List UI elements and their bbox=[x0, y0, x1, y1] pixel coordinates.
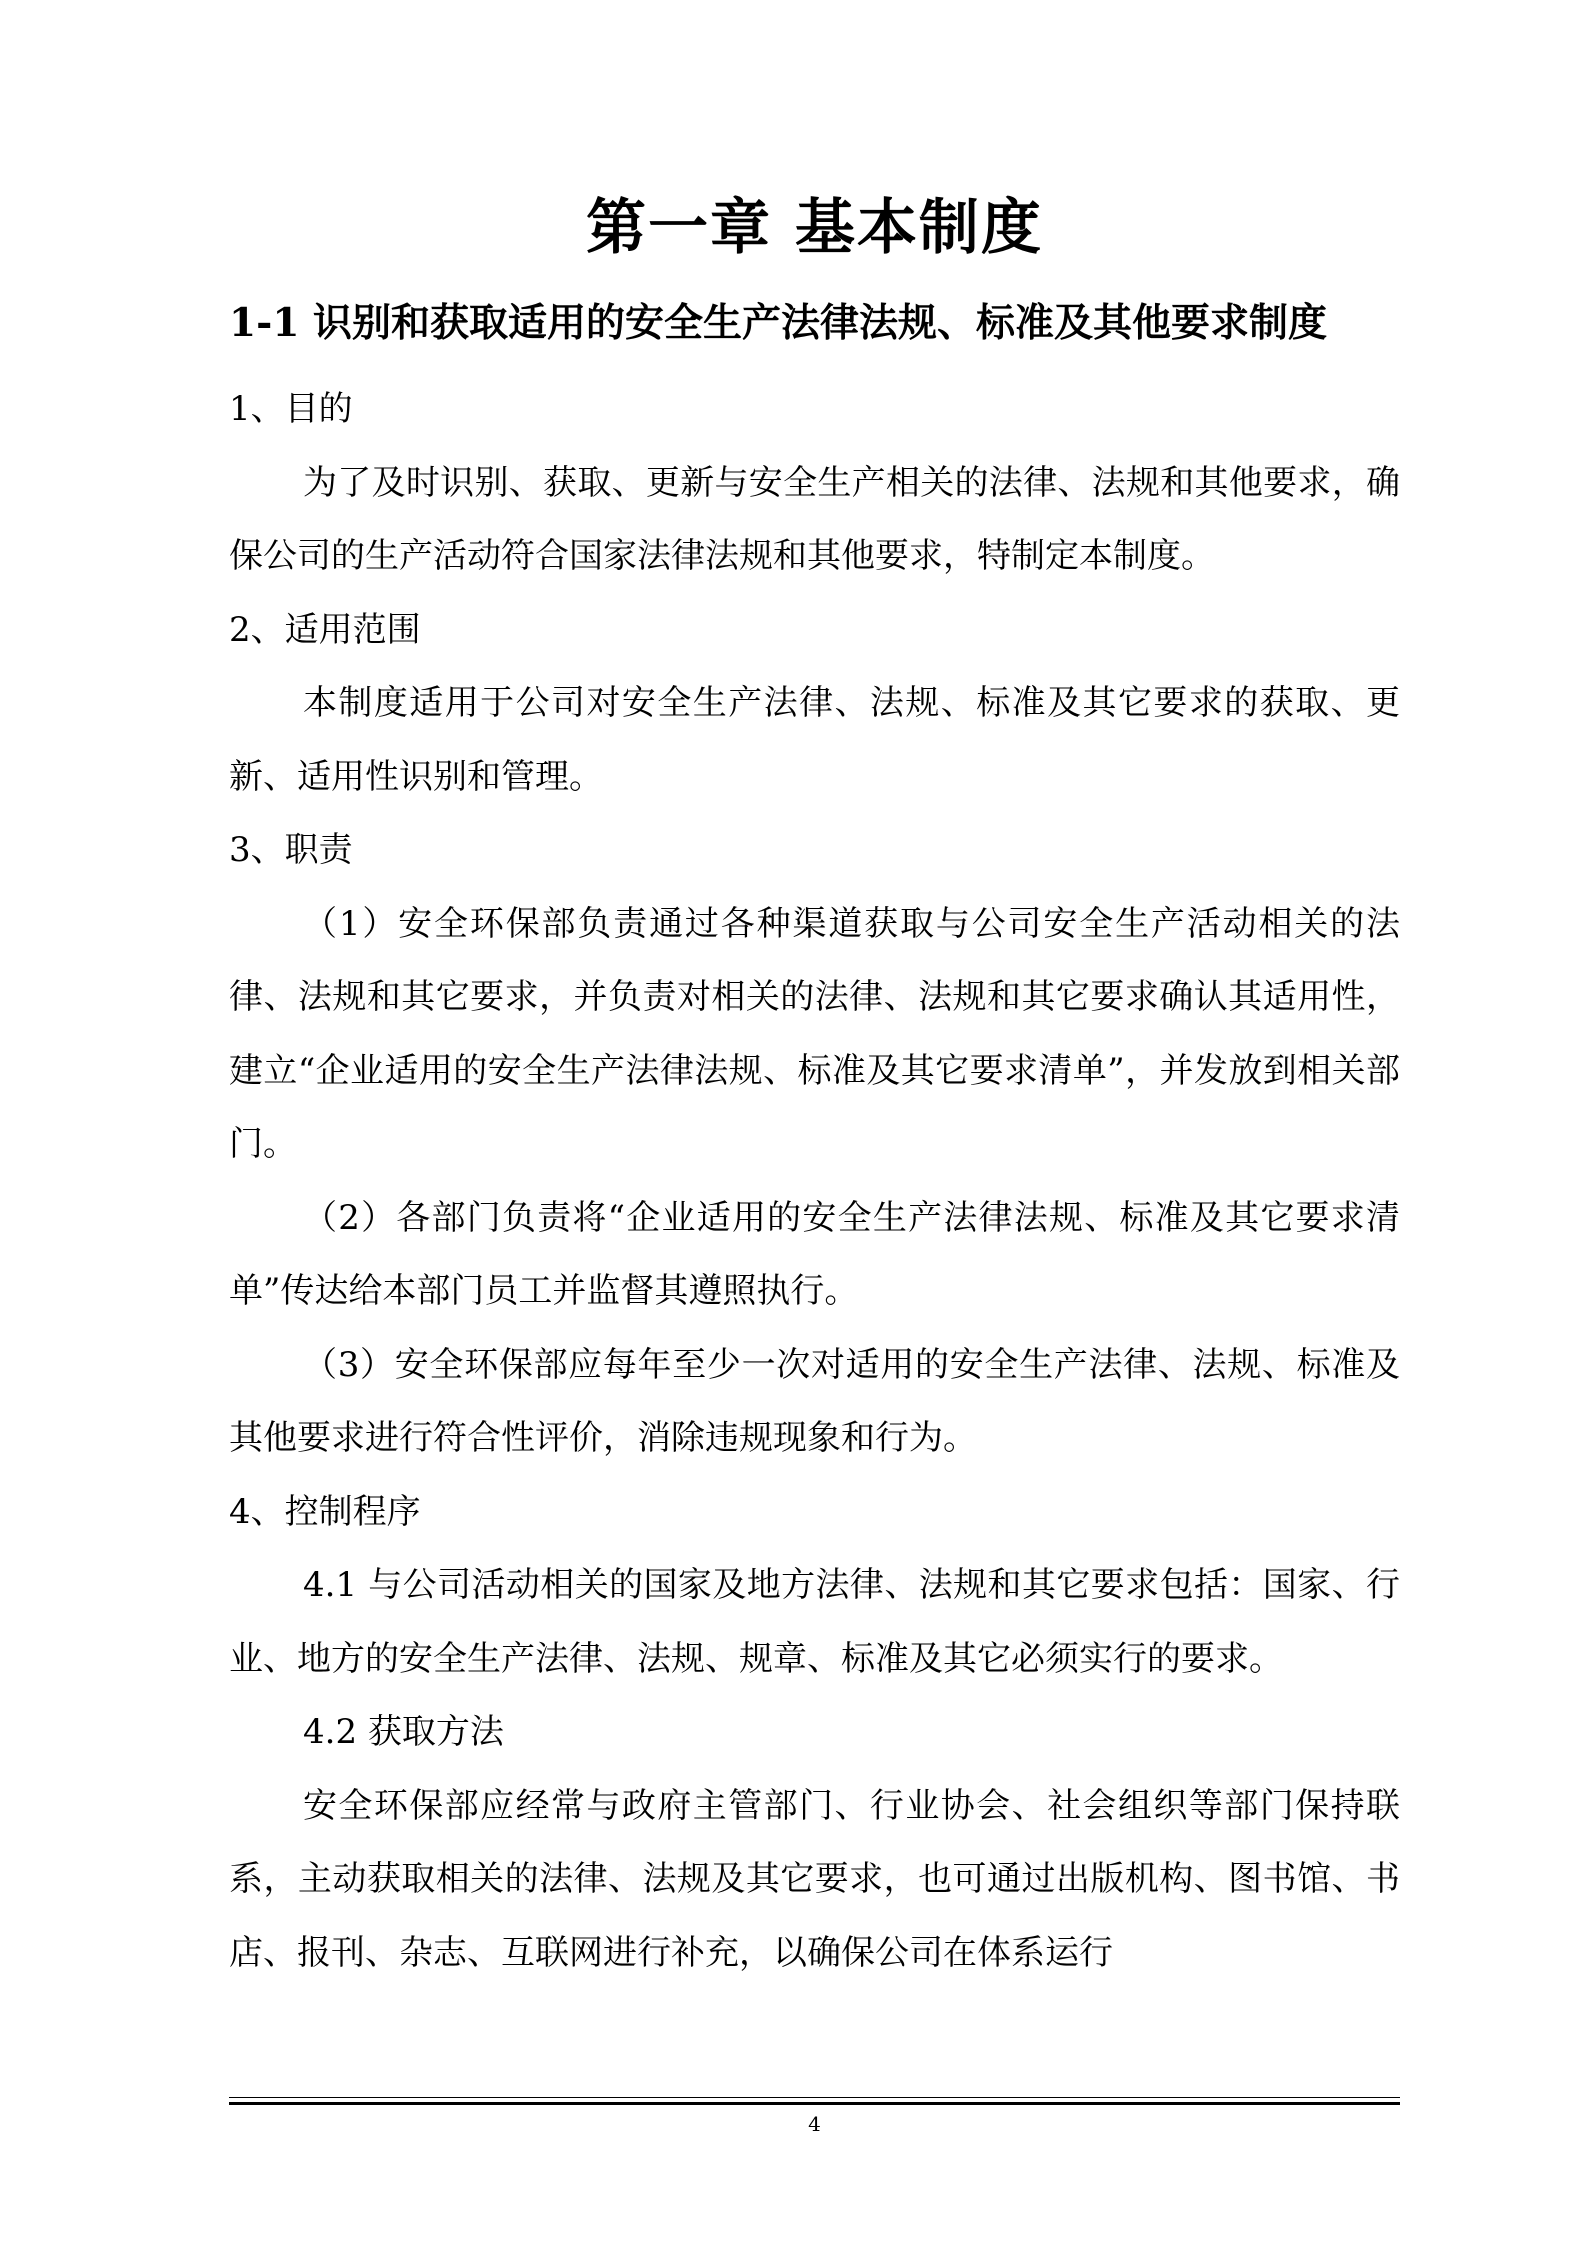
heading-control-procedure: 4、控制程序 bbox=[229, 1491, 421, 1532]
heading-purpose: 1、目的 bbox=[229, 389, 353, 429]
footer-rule-thick bbox=[229, 2102, 1400, 2105]
heading-responsibilities: 3、职责 bbox=[229, 830, 353, 870]
document-page bbox=[229, 0, 1400, 2245]
chapter-title: 第一章 基本制度 bbox=[586, 193, 1043, 263]
paragraph-responsibility-2: （2）各部门负责将“企业适用的安全生产法律法规、标准及其它要求清单”传达给本部门员工并监督其遵照执行。 bbox=[229, 1197, 1400, 1311]
footer-rule-thin bbox=[229, 2097, 1400, 2098]
paragraph-4-2-heading: 4.2 获取方法 bbox=[303, 1712, 504, 1752]
heading-scope: 2、适用范围 bbox=[229, 609, 421, 650]
paragraph-acquisition-method: 安全环保部应经常与政府主管部门、行业协会、社会组织等部门保持联系，主动获取相关的法律、法规及其它要求，也可通过出版机构、图书馆、书店、报刊、杂志、互联网进行补充，以确保公司在体系运行 bbox=[229, 1785, 1400, 1973]
page-number: 4 bbox=[808, 2112, 821, 2136]
paragraph-responsibility-3: （3）安全环保部应每年至少一次对适用的安全生产法律、法规、标准及其他要求进行符合性评价，消除违规现象和行为。 bbox=[229, 1344, 1400, 1458]
paragraph-responsibility-1: （1）安全环保部负责通过各种渠道获取与公司安全生产活动相关的法律、法规和其它要求，并负责对相关的法律、法规和其它要求确认其适用性，建立“企业适用的安全生产法律法规、标准及其它要求清单”，并发放到相关部门。 bbox=[229, 903, 1400, 1164]
paragraph-scope: 本制度适用于公司对安全生产法律、法规、标准及其它要求的获取、更新、适用性识别和管理。 bbox=[229, 683, 1400, 797]
paragraph-4-1: 4.1 与公司活动相关的国家及地方法律、法规和其它要求包括：国家、行业、地方的安全生产法律、法规、规章、标准及其它必须实行的要求。 bbox=[229, 1565, 1400, 1679]
paragraph-purpose: 为了及时识别、获取、更新与安全生产相关的法律、法规和其他要求，确保公司的生产活动符合国家法律法规和其他要求，特制定本制度。 bbox=[229, 462, 1400, 576]
section-title: 1-1 识别和获取适用的安全生产法律法规、标准及其他要求制度 bbox=[229, 300, 1328, 346]
body-text bbox=[229, 373, 1400, 1990]
